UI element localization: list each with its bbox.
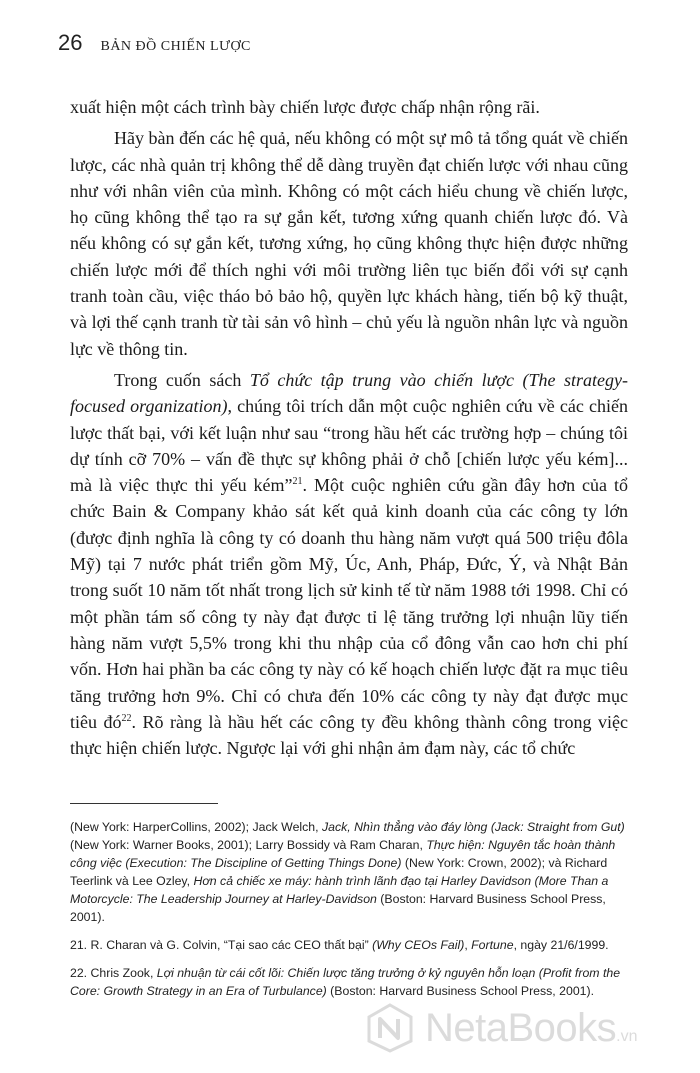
paragraph-3-text-d: . Rõ ràng là hầu hết các công ty đều không thành công trong việc thực hiện chiến lược. Ngược lại với ghi nhận ảm đạm này, các tổ chức <box>70 711 628 759</box>
footnote-title: (Why CEOs Fail) <box>372 938 465 952</box>
running-head: BẢN ĐỒ CHIẾN LƯỢC <box>100 39 251 54</box>
footnote-continued <box>70 818 626 926</box>
paragraph-3-text-c: . Một cuộc nghiên cứu gần đây hơn của tổ chức Bain & Company khảo sát kết quả kinh doanh của các công ty lớn (được định nghĩa là công ty có doanh thu hàng năm vượt quá 500 triệu đôla Mỹ) tại 7 nước phát triển gồm Mỹ, Úc, Anh, Pháp, Đức, Ý, và Nhật Bản trong suốt 10 năm tốt nhất trong lịch sử kinh tế từ năm 1988 tới 1998. Chỉ có một phần tám số công ty này đạt được tỉ lệ tăng trưởng lợi nhuận lũy tiến hàng năm vượt 5,5% trong khi thu nhập của cổ đông vẫn cao hơn chi phí vốn. Hơn hai phần ba các công ty này có kế hoạch chiến lược đặt ra mục tiêu tăng trưởng hơn 9%. Chỉ có chưa đến 10% các công ty này đạt được mục tiêu đó <box>70 475 628 732</box>
footnotes <box>70 818 626 1010</box>
footnote-21 <box>70 936 626 954</box>
footnote-ref-21: 21 <box>292 476 303 488</box>
body-text <box>70 94 628 766</box>
footnote-text: (Boston: Harvard Business School Press, 2001). <box>70 892 606 924</box>
paragraph-1: xuất hiện một cách trình bày chiến lược được chấp nhận rộng rãi. <box>70 97 540 117</box>
footnote-text: 22. Chris Zook, <box>70 966 157 980</box>
footnote-text: , ngày 21/6/1999. <box>513 938 609 952</box>
footnote-text: (Boston: Harvard Business School Press, 2001). <box>326 984 595 998</box>
footnote-22 <box>70 964 626 1000</box>
netabooks-logo-icon <box>365 1003 415 1053</box>
paragraph-2: Hãy bàn đến các hệ quả, nếu không có một sự mô tả tổng quát về chiến lược, các nhà quản trị không thể dễ dàng truyền đạt chiến lược với nhau cũng như với nhân viên của mình. Không có một cách hiểu chung về chiến lược, họ cũng không thể tạo ra sự gắn kết, tương xứng quanh chiến lược đó. Và nếu không có sự gắn kết, tương xứng, họ cũng không thực hiện được những chiến lược mới để thích nghi với môi trường liên tục biến đổi với sự cạnh tranh toàn cầu, việc tháo bỏ bảo hộ, quyền lực khách hàng, tiến bộ kỹ thuật, và lợi thế cạnh tranh từ tài sản vô hình – chủ yếu là nguồn nhân lực và nguồn lực về thông tin. <box>70 128 628 359</box>
footnote-text: (New York: Crown, 2002); và Richard Teerlink và Lee Ozley, <box>70 856 608 888</box>
footnote-title: Lợi nhuận từ cái cốt lõi: Chiến lược tăng trưởng ở kỷ nguyên hỗn loạn (Profit from the Core: Growth Strategy in an Era of Turbulance) <box>70 966 621 998</box>
watermark-suffix: .vn <box>616 1028 638 1045</box>
page-number: 26 <box>58 30 83 55</box>
paragraph-3 <box>70 367 628 761</box>
paragraph-3-text-a: Trong cuốn sách <box>114 369 250 390</box>
page-header <box>58 30 251 60</box>
footnote-title: Fortune <box>471 938 514 952</box>
watermark <box>365 1000 638 1056</box>
footnote-ref-22: 22 <box>121 712 132 724</box>
watermark-brand: NetaBooks <box>425 1005 617 1050</box>
footnote-title: Thực hiện: Nguyên tắc hoàn thành công việc (Execution: The Discipline of Getting Things Done) <box>70 838 616 870</box>
footnote-text: , <box>464 938 472 952</box>
paragraph-3-text-b: , chúng tôi trích dẫn một cuộc nghiên cứu về các chiến lược thất bại, với kết luận như sau “trong hầu hết các trường hợp – chúng tôi dự tính cỡ 70% – vấn đề thực sự không phải ở chỗ [chiến lược yếu kém]... mà là việc thực thi yếu kém” <box>70 396 628 496</box>
book-title: Tổ chức tập trung vào chiến lược (The strategy-focused organization) <box>70 369 628 417</box>
footnote-title: Hơn cả chiếc xe máy: hành trình lãnh đạo tại Harley Davidson (More Than a Motorcycle: The Leadership Journey at Harley-Davidson <box>70 874 609 906</box>
footnote-text: 21. R. Charan và G. Colvin, “Tại sao các CEO thất bại” <box>70 938 373 952</box>
footnote-title: Jack, Nhìn thẳng vào đáy lòng (Jack: Straight from Gut) <box>321 820 625 834</box>
footnote-text: (New York: HarperCollins, 2002); Jack Welch, <box>70 820 322 834</box>
footnote-text: (New York: Warner Books, 2001); Larry Bossidy và Ram Charan, <box>70 838 427 852</box>
footnote-divider <box>70 803 218 804</box>
